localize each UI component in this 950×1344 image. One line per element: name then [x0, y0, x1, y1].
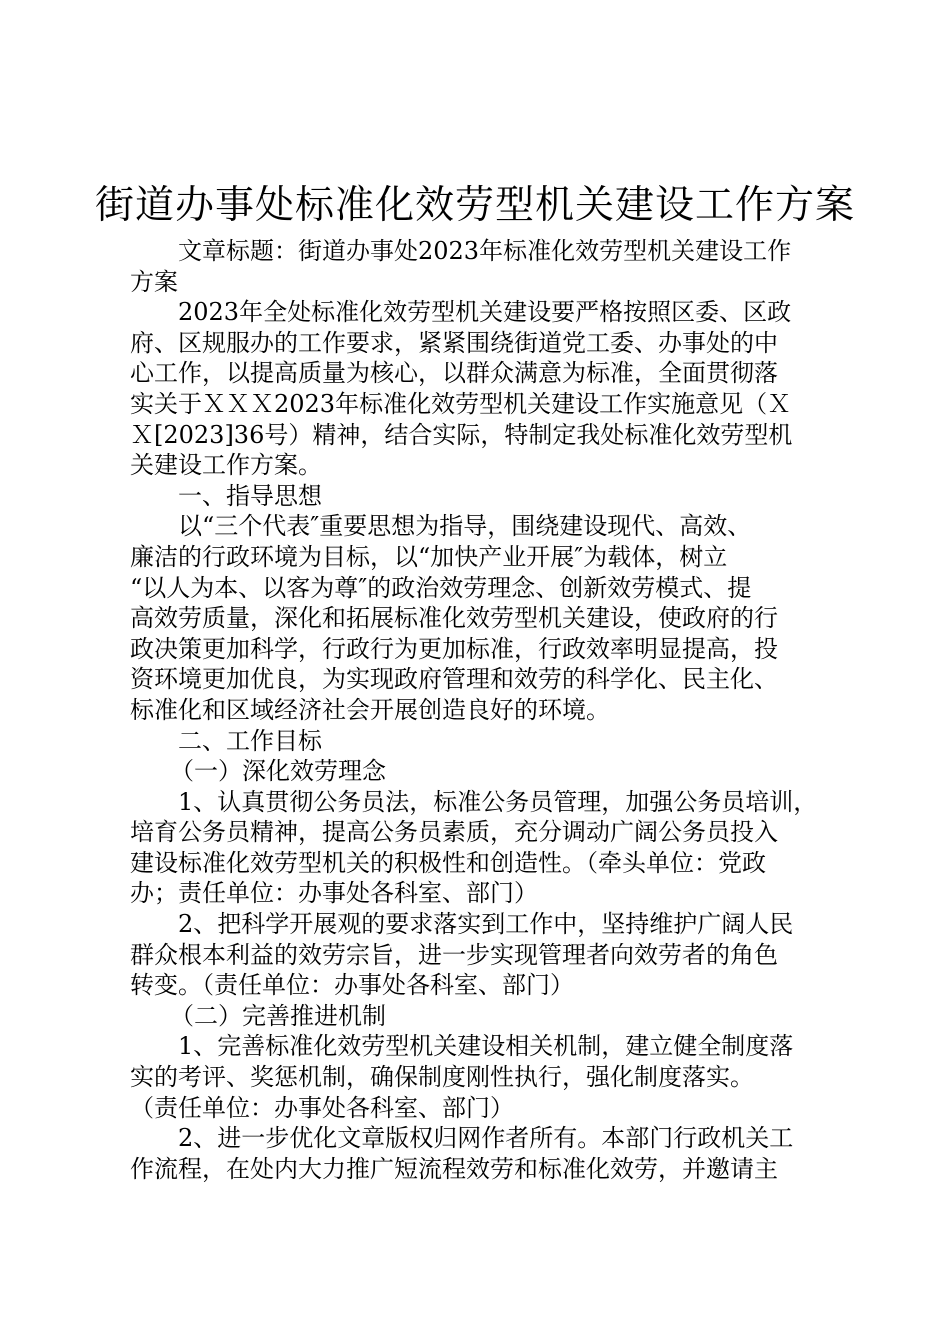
paragraph-line: 群众根本利益的效劳宗旨，进一步实现管理者向效劳者的角色 [130, 940, 778, 969]
paragraph-line: 标准化和区域经济社会开展创造良好的环境。 [130, 695, 610, 724]
paragraph-line: 资环境更加优良，为实现政府管理和效劳的科学化、民主化、 [130, 665, 778, 694]
paragraph-line: 实的考评、奖惩机制，确保制度刚性执行，强化制度落实。 [130, 1063, 754, 1092]
paragraph-line: “以人为本、以客为尊″的政治效劳理念、创新效劳模式、提 [130, 573, 752, 602]
section-heading: 二、工作目标 [178, 726, 322, 755]
paragraph-line: 培育公务员精神，提高公务员素质，充分调动广阔公务员投入 [130, 818, 778, 847]
paragraph-line: 廉洁的行政环境为目标，以“加快产业开展″为载体，树立 [130, 542, 728, 571]
paragraph-line: （责任单位：办事处各科室、部门） [130, 1093, 514, 1122]
paragraph-line: 办；责任单位：办事处各科室、部门） [130, 879, 538, 908]
document-title: 街道办事处标准化效劳型机关建设工作方案 [94, 183, 855, 228]
subsection-heading: （一）深化效劳理念 [170, 757, 386, 786]
subsection-heading: （二）完善推进机制 [170, 1001, 386, 1030]
paragraph-line: 实关于ＸＸＸ2023年标准化效劳型机关建设工作实施意见（Ｘ [130, 389, 792, 418]
document-body [130, 236, 830, 1184]
paragraph-line: 府、区规服办的工作要求，紧紧围绕街道党工委、办事处的中 [130, 328, 778, 357]
paragraph-line: 2、把科学开展观的要求落实到工作中，坚持维护广阔人民 [178, 910, 794, 939]
paragraph-line: 政决策更加科学，行政行为更加标准，行政效率明显提高，投 [130, 634, 778, 663]
paragraph-line: 作流程，在处内大力推广短流程效劳和标准化效劳，并邀请主 [130, 1154, 778, 1183]
article-title-line: 文章标题：街道办事处2023年标准化效劳型机关建设工作 [178, 237, 792, 265]
paragraph-line: 关建设工作方案。 [130, 451, 322, 480]
paragraph-line: 以“三个代表″重要思想为指导，围绕建设现代、高效、 [178, 512, 752, 541]
section-heading: 一、指导思想 [178, 481, 322, 510]
paragraph-line: 1、认真贯彻公务员法，标准公务员管理，加强公务员培训， [178, 787, 818, 816]
article-title-line-cont: 方案 [130, 267, 178, 296]
paragraph-line: 心工作，以提高质量为核心，以群众满意为标准，全面贯彻落 [130, 359, 778, 388]
paragraph-line: 高效劳质量，深化和拓展标准化效劳型机关建设，使政府的行 [130, 604, 778, 633]
paragraph-line: 2023年全处标准化效劳型机关建设要严格按照区委、区政 [178, 298, 792, 327]
paragraph-line: 1、完善标准化效劳型机关建设相关机制，建立健全制度落 [178, 1032, 794, 1061]
paragraph-line: Ｘ[2023]36号）精神，结合实际，特制定我处标准化效劳型机 [130, 420, 793, 449]
paragraph-line: 转变。（责任单位：办事处各科室、部门） [130, 971, 574, 1000]
paragraph-line: 2、进一步优化文章版权归网作者所有。本部门行政机关工 [178, 1124, 794, 1153]
paragraph-line: 建设标准化效劳型机关的积极性和创造性。（牵头单位：党政 [130, 848, 766, 877]
